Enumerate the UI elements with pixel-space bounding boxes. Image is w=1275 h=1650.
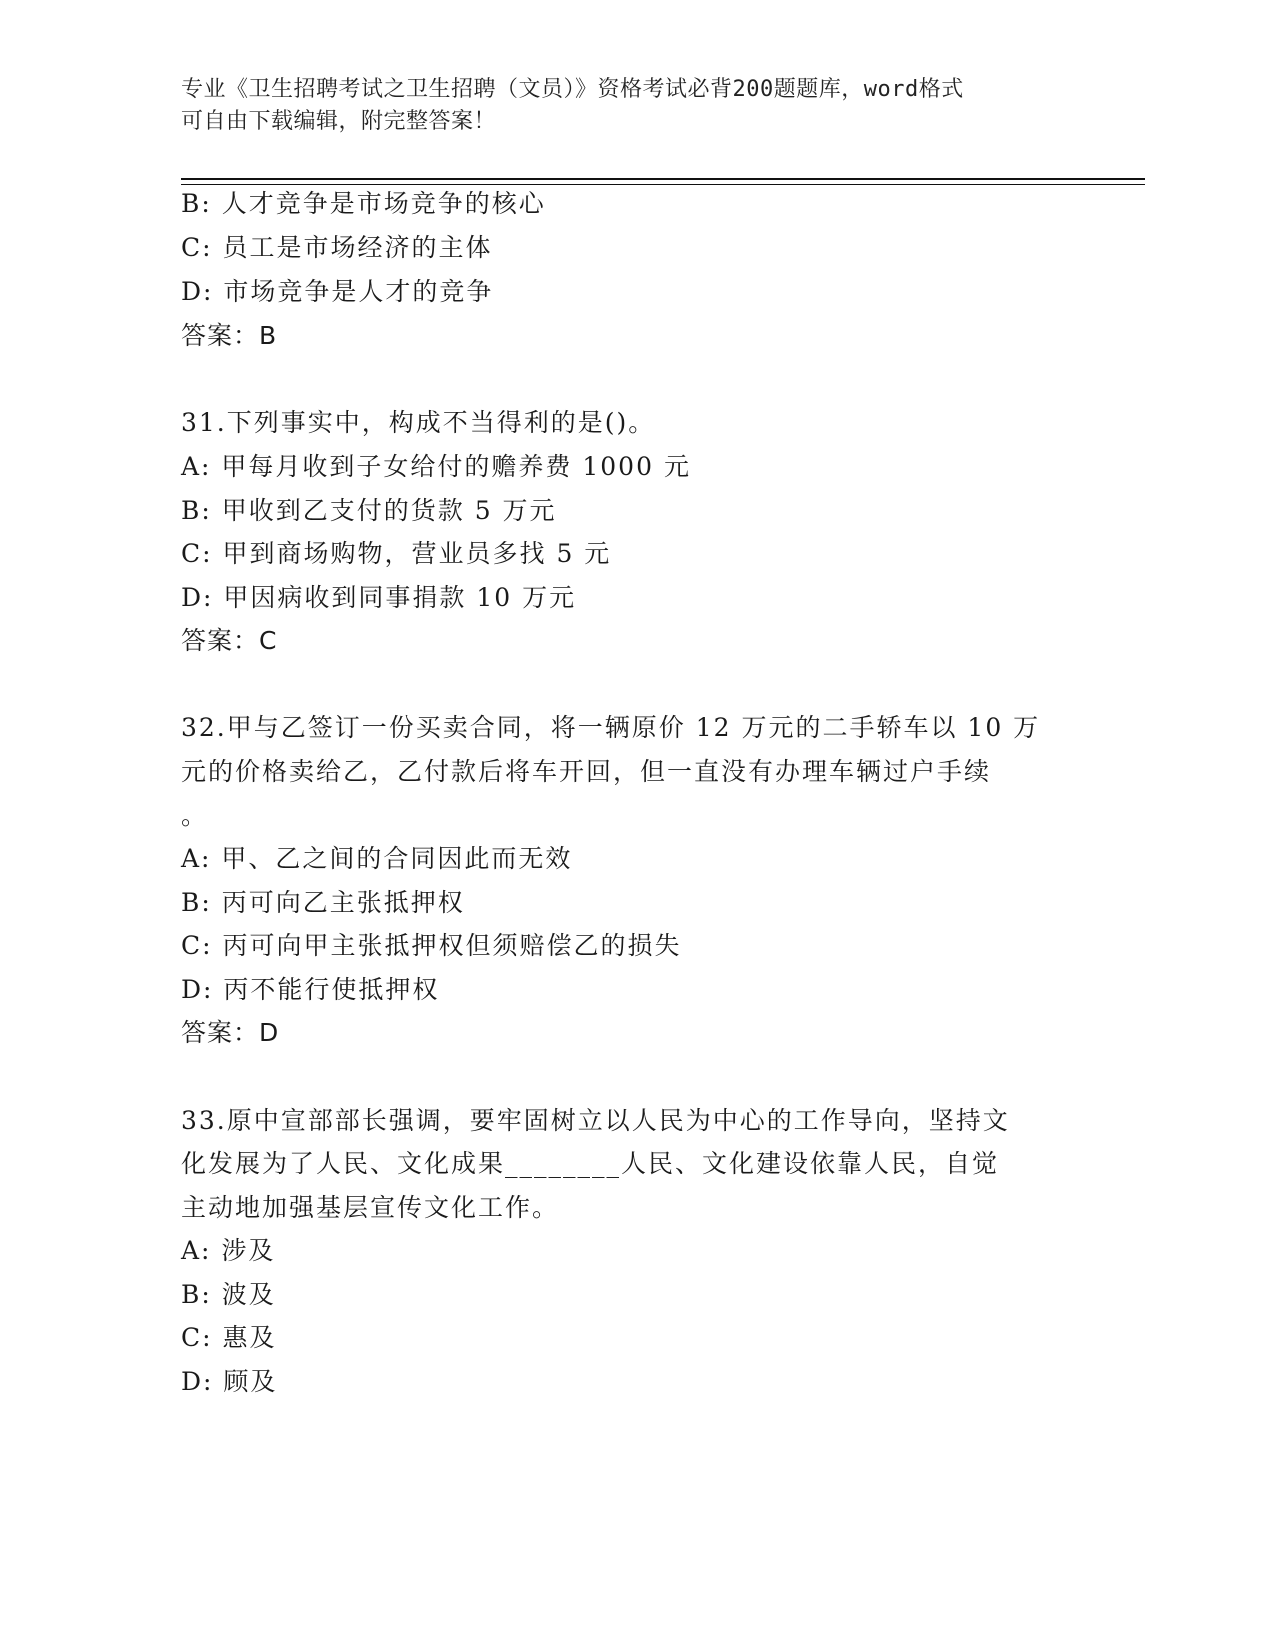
q30-option-d: D: 市场竞争是人才的竞争 xyxy=(181,277,494,306)
q33-option-c: C: 惠及 xyxy=(181,1323,277,1352)
q33-question-line-3: 主动地加强基层宣传文化工作。 xyxy=(181,1193,560,1222)
q33-option-a: A: 涉及 xyxy=(181,1236,276,1265)
header-divider-thick xyxy=(181,178,1145,180)
q32-question-line-2: 元的价格卖给乙，乙付款后将车开回，但一直没有办理车辆过户手续 xyxy=(181,757,992,786)
q33-option-b: B: 波及 xyxy=(181,1280,276,1309)
q33-question-line-2: 化发展为了人民、文化成果________人民、文化建设依靠人民，自觉 xyxy=(181,1149,1000,1178)
q32-answer: 答案：D xyxy=(181,1018,280,1047)
q30-option-c: C: 员工是市场经济的主体 xyxy=(181,233,493,262)
header-title-line-1: 专业《卫生招聘考试之卫生招聘（文员）》资格考试必背200题题库，word格式 xyxy=(181,77,964,102)
q32-question-line-3: 。 xyxy=(181,801,209,830)
q32-option-d: D: 丙不能行使抵押权 xyxy=(181,975,440,1004)
q31-answer: 答案：C xyxy=(181,626,278,655)
document-header xyxy=(181,74,1061,138)
q32-option-a: A: 甲、乙之间的合同因此而无效 xyxy=(181,844,573,873)
q31-option-b: B: 甲收到乙支付的货款 5 万元 xyxy=(181,496,557,525)
q32-question-line-1: 32.甲与乙签订一份买卖合同，将一辆原价 12 万元的二手轿车以 10 万 xyxy=(181,713,1041,742)
q31-option-c: C: 甲到商场购物，营业员多找 5 元 xyxy=(181,539,612,568)
q32-option-b: B: 丙可向乙主张抵押权 xyxy=(181,888,465,917)
q33-option-d: D: 顾及 xyxy=(181,1367,278,1396)
q31-question: 31.下列事实中，构成不当得利的是()。 xyxy=(181,408,656,437)
q31-option-d: D: 甲因病收到同事捐款 10 万元 xyxy=(181,583,577,612)
q32-option-c: C: 丙可向甲主张抵押权但须赔偿乙的损失 xyxy=(181,931,682,960)
q33-question-line-1: 33.原中宣部部长强调，要牢固树立以人民为中心的工作导向，坚持文 xyxy=(181,1106,1010,1135)
q30-option-b: B: 人才竞争是市场竞争的核心 xyxy=(181,189,546,218)
q31-option-a: A: 甲每月收到子女给付的赡养费 1000 元 xyxy=(181,452,691,481)
header-title-line-2: 可自由下载编辑，附完整答案！ xyxy=(181,109,497,134)
q30-answer: 答案：B xyxy=(181,321,278,350)
